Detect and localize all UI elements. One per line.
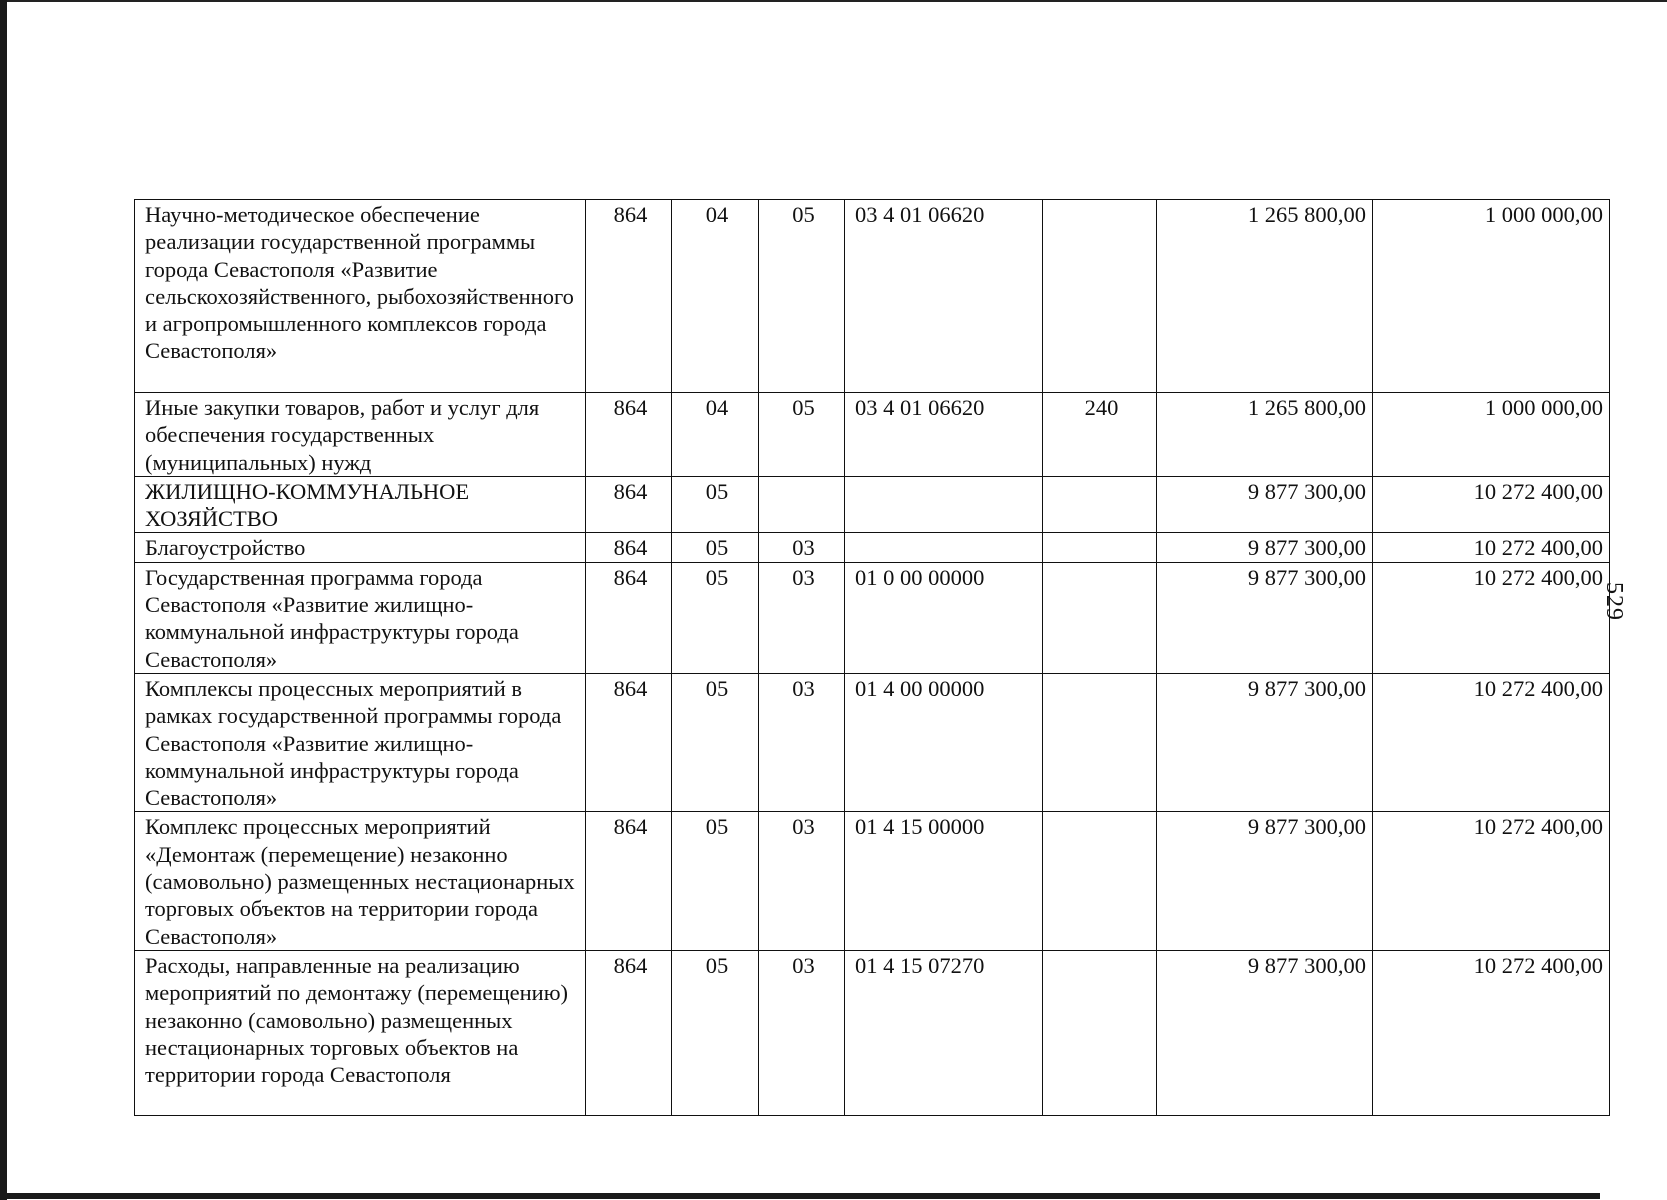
row-vr	[1043, 950, 1157, 1115]
row-amount-1: 9 877 300,00	[1157, 562, 1373, 673]
row-ved: 864	[586, 950, 672, 1115]
row-csr	[845, 533, 1043, 562]
table-row	[135, 476, 1610, 533]
row-amount-2: 10 272 400,00	[1373, 562, 1610, 673]
row-ved: 864	[586, 200, 672, 393]
row-pr: 03	[759, 673, 845, 811]
table-row	[135, 533, 1610, 562]
row-csr: 03 4 01 06620	[845, 200, 1043, 393]
table-row	[135, 200, 1610, 393]
row-ved: 864	[586, 476, 672, 533]
row-pr: 03	[759, 562, 845, 673]
row-amount-2: 10 272 400,00	[1373, 812, 1610, 950]
row-vr	[1043, 476, 1157, 533]
row-rz: 05	[672, 476, 759, 533]
row-vr	[1043, 812, 1157, 950]
row-amount-2: 1 000 000,00	[1373, 393, 1610, 477]
row-csr: 03 4 01 06620	[845, 393, 1043, 477]
row-amount-1: 9 877 300,00	[1157, 533, 1373, 562]
row-csr: 01 4 15 07270	[845, 950, 1043, 1115]
row-amount-2: 1 000 000,00	[1373, 200, 1610, 393]
page-number: 529	[1601, 582, 1627, 621]
row-name: Расходы, направленные на реализацию мероприятий по демонтажу (перемещению) незаконно (самовольно) размещенных нестационарных торговых объектов на территории города Севастополя	[135, 950, 586, 1115]
row-name: Научно-методическое обеспечение реализации государственной программы города Севастополя «Развитие сельскохозяйственного, рыбохозяйственного и агропромышленного комплексов города Севастополя»	[135, 200, 586, 393]
row-pr: 03	[759, 950, 845, 1115]
row-name: Комплексы процессных мероприятий в рамках государственной программы города Севастополя «Развитие жилищно-коммунальной инфраструктуры города Севастополя»	[135, 673, 586, 811]
row-csr: 01 4 00 00000	[845, 673, 1043, 811]
row-csr: 01 4 15 00000	[845, 812, 1043, 950]
row-pr: 03	[759, 812, 845, 950]
table-row	[135, 393, 1610, 477]
row-rz: 05	[672, 533, 759, 562]
row-name: Комплекс процессных мероприятий «Демонтаж (перемещение) незаконно (самовольно) размещенных нестационарных торговых объектов на территории города Севастополя»	[135, 812, 586, 950]
row-amount-1: 1 265 800,00	[1157, 393, 1373, 477]
row-amount-2: 10 272 400,00	[1373, 476, 1610, 533]
page-frame-left	[0, 0, 7, 1200]
row-name: Иные закупки товаров, работ и услуг для обеспечения государственных (муниципальных) нужд	[135, 393, 586, 477]
row-pr: 03	[759, 533, 845, 562]
row-name: Благоустройство	[135, 533, 586, 562]
row-ved: 864	[586, 393, 672, 477]
row-rz: 04	[672, 393, 759, 477]
row-csr: 01 0 00 00000	[845, 562, 1043, 673]
row-rz: 05	[672, 812, 759, 950]
page-frame-bottom	[0, 1193, 1600, 1199]
row-rz: 05	[672, 950, 759, 1115]
row-name: Государственная программа города Севастополя «Развитие жилищно-коммунальной инфраструктуры города Севастополя»	[135, 562, 586, 673]
row-amount-1: 1 265 800,00	[1157, 200, 1373, 393]
row-rz: 05	[672, 562, 759, 673]
row-pr	[759, 476, 845, 533]
row-ved: 864	[586, 533, 672, 562]
row-vr	[1043, 200, 1157, 393]
row-rz: 05	[672, 673, 759, 811]
row-vr	[1043, 533, 1157, 562]
table-row	[135, 950, 1610, 1115]
row-vr	[1043, 562, 1157, 673]
row-amount-2: 10 272 400,00	[1373, 673, 1610, 811]
row-pr: 05	[759, 200, 845, 393]
row-ved: 864	[586, 673, 672, 811]
row-amount-1: 9 877 300,00	[1157, 673, 1373, 811]
page-frame-top	[0, 0, 1667, 2]
table-row	[135, 673, 1610, 811]
row-amount-1: 9 877 300,00	[1157, 476, 1373, 533]
row-amount-1: 9 877 300,00	[1157, 812, 1373, 950]
row-csr	[845, 476, 1043, 533]
row-ved: 864	[586, 812, 672, 950]
table-row	[135, 562, 1610, 673]
row-pr: 05	[759, 393, 845, 477]
row-amount-1: 9 877 300,00	[1157, 950, 1373, 1115]
row-amount-2: 10 272 400,00	[1373, 950, 1610, 1115]
table-row	[135, 812, 1610, 950]
row-name: ЖИЛИЩНО-КОММУНАЛЬНОЕ ХОЗЯЙСТВО	[135, 476, 586, 533]
row-vr: 240	[1043, 393, 1157, 477]
budget-table	[134, 199, 1610, 1116]
row-vr	[1043, 673, 1157, 811]
row-ved: 864	[586, 562, 672, 673]
row-amount-2: 10 272 400,00	[1373, 533, 1610, 562]
row-rz: 04	[672, 200, 759, 393]
